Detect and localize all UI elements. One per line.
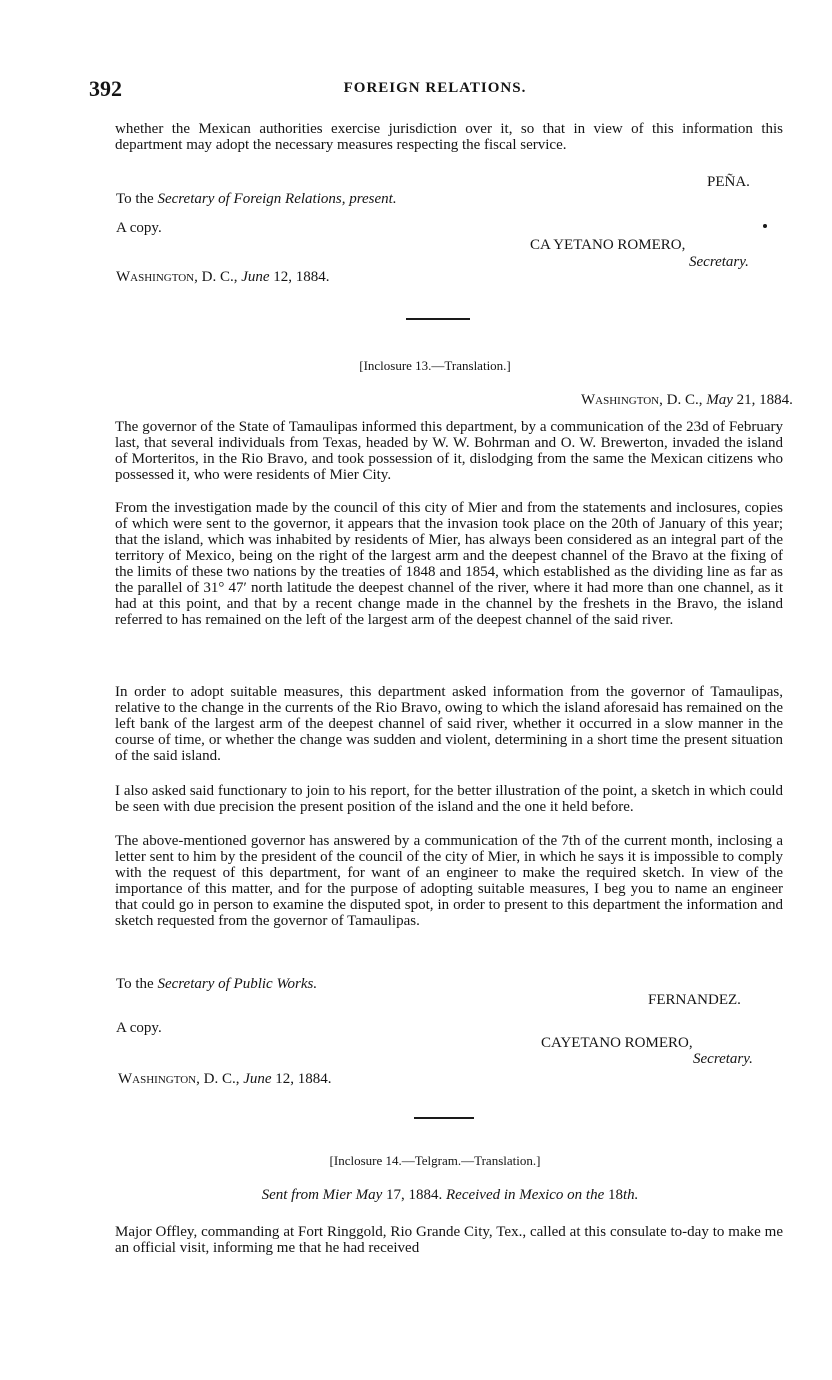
sent-from: Sent from Mier May bbox=[261, 1187, 383, 1203]
section-divider bbox=[414, 1117, 474, 1119]
addressee-prefix: To the bbox=[116, 976, 158, 992]
addressee-title: Secretary of Public Works. bbox=[157, 976, 318, 992]
dateline-month: May bbox=[706, 392, 733, 408]
dateline-washington bbox=[116, 269, 330, 285]
paragraph-2: From the investigation made by the council of this city of Mier and from the statements and inclosures, copies of which were sent to the governor, it appears that the invasion took place on the 20th of January of this year; that the island, which was inhabited by residents of Mier, has always been considered as an integral part of the territory of Mexico, being on the right of the largest arm and the deepest channel of the Bravo at the fixing of the limits of these two nations by the treaties of 1848 and 1854, which established as the dividing line as far as the parallel of 31° 47′ north latitude the deepest channel of the river, where it had more than one channel, as it had at this point, and that by a recent change made in the channel by the freshets in the Bravo, the island referred to has remained on the left of the largest arm of the deepest channel of the said river. bbox=[115, 500, 783, 628]
inclosure-13-label: [Inclosure 13.—Translation.] bbox=[359, 358, 511, 373]
section-divider bbox=[406, 318, 470, 320]
ink-dot bbox=[763, 224, 767, 228]
addressee-line bbox=[116, 976, 317, 992]
continuation-paragraph: whether the Mexican authorities exercise jurisdiction over it, so that in view of this information this department may adopt the necessary measures respecting the fiscal service. bbox=[115, 121, 783, 153]
addressee-prefix: To the bbox=[116, 191, 158, 207]
signature-fernandez: FERNANDEZ. bbox=[648, 992, 741, 1008]
addressee-line bbox=[116, 191, 397, 207]
sent-day: 17, 1884. bbox=[382, 1187, 446, 1203]
paragraph-4: I also asked said functionary to join to his report, for the better illustration of the point, a sketch in which could be seen with due precision the present position of the island and the one it held before. bbox=[115, 783, 783, 815]
signer-title: Secretary. bbox=[689, 254, 749, 270]
dateline-month: June bbox=[243, 1071, 272, 1087]
dateline-washington bbox=[118, 1071, 332, 1087]
dateline-place: Washington, D. C., bbox=[581, 392, 707, 408]
telegram-sent-line bbox=[0, 1187, 832, 1203]
dateline-place: Washington, D. C., bbox=[118, 1071, 244, 1087]
copy-label: A copy. bbox=[116, 220, 162, 236]
received-in: Received in Mexico on the bbox=[446, 1187, 605, 1203]
addressee-title: Secretary of Foreign Relations, present. bbox=[157, 191, 397, 207]
dateline-day: 21, 1884. bbox=[732, 392, 793, 408]
dateline-mexico bbox=[581, 392, 793, 408]
paragraph-1: The governor of the State of Tamaulipas informed this department, by a communication of the 23d of February last, that several individuals from Texas, headed by W. W. Bohrman and O. W. Brewerton, invaded the island of Morteritos, in the Rio Bravo, and took possession of it, dislodging from the same the Mexican citizens who possessed it, who were residents of Mier City. bbox=[115, 419, 783, 483]
inclosure-14-label: [Inclosure 14.—Telgram.—Translation.] bbox=[329, 1153, 541, 1168]
paragraph-5: The above-mentioned governor has answered by a communication of the 7th of the current month, inclosing a letter sent to him by the president of the council of the city of Mier, in which he says it is impossible to comply with the request of this department, for want of an engineer to make the required sketch. In view of the importance of this matter, and for the purpose of adopting suitable measures, I beg you to name an engineer that could go in person to examine the disputed spot, in order to present to this department the information and sketch requested from the governor of Tamaulipas. bbox=[115, 833, 783, 929]
copy-label: A copy. bbox=[116, 1020, 162, 1036]
received-suffix: th. bbox=[623, 1187, 639, 1203]
dateline-day: 12, 1884. bbox=[269, 269, 330, 285]
signer-name: CA YETANO ROMERO, bbox=[530, 237, 686, 253]
received-day: 18 bbox=[604, 1187, 623, 1203]
running-title: FOREIGN RELATIONS. bbox=[343, 80, 527, 96]
paragraph-3: In order to adopt suitable measures, this department asked information from the governor of Tamaulipas, relative to the change in the currents of the Rio Bravo, owing to which the island aforesaid has remained on the left bank of the largest arm of the deepest channel of said river, whether it occurred in a slow manner in the course of time, or whether the change was sudden and violent, determining in a short time the present situation of the said island. bbox=[115, 684, 783, 764]
dateline-place: Washington, D. C., bbox=[116, 269, 242, 285]
dateline-day: 12, 1884. bbox=[271, 1071, 332, 1087]
signature-pena: PEÑA. bbox=[707, 174, 750, 190]
telegram-body: Major Offley, commanding at Fort Ringgold, Rio Grande City, Tex., called at this consulate to-day to make me an official visit, informing me that he had received bbox=[115, 1224, 783, 1256]
signer-name: CAYETANO ROMERO, bbox=[541, 1035, 693, 1051]
signer-title: Secretary. bbox=[693, 1051, 753, 1067]
page-number: 392 bbox=[89, 76, 122, 101]
dateline-month: June bbox=[241, 269, 270, 285]
